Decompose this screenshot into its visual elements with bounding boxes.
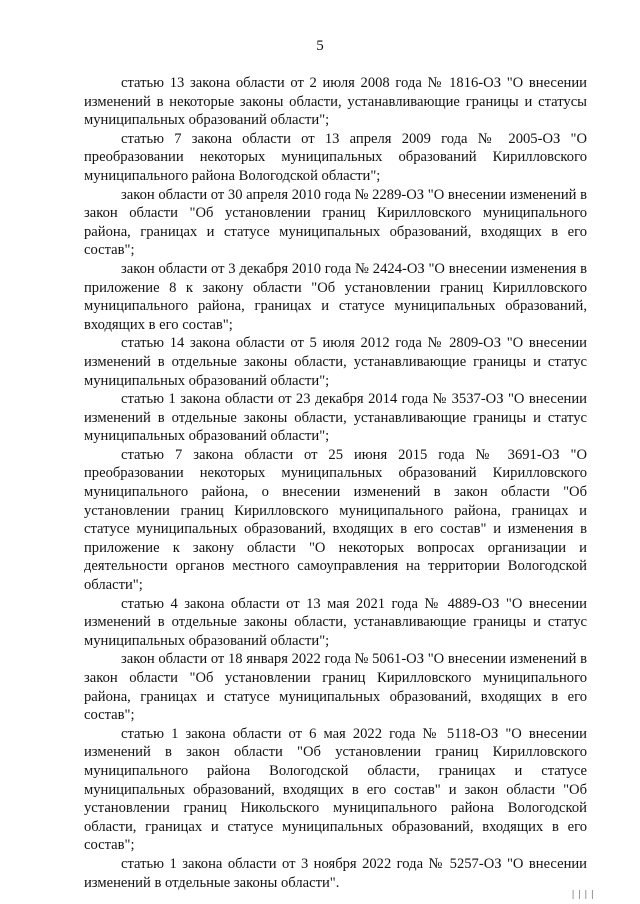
list-item-paragraph: статью 7 закона области от 13 апреля 2009 года № 2005-ОЗ "О преобразовании некоторых муниципальных образований Кирилловского муниципального района Вологодской области"; xyxy=(84,130,587,184)
list-item-paragraph: закон области от 18 января 2022 года № 5061-ОЗ "О внесении изменений в закон области "Об установлении границ Кирилловского муниципального района, границах и статусе муниципальных образований, входящих в его состав"; xyxy=(84,651,587,724)
list-item-paragraph: статью 7 закона области от 25 июня 2015 года № 3691-ОЗ "О преобразовании некоторых муниципальных образований Кирилловского муниципального района, о внесении изменений в закон области "Об установлении границ Кирилловского муниципального района, границах и статусе муниципальных образований, входящих в его состав" и изменения в приложение к закону области "О некоторых вопросах организации и деятельности органов местного самоуправления на территории Вологодской области"; xyxy=(84,446,587,594)
list-item-paragraph: статью 14 закона области от 5 июля 2012 года № 2809-ОЗ "О внесении изменений в отдельные законы области, устанавливающие границы и статус муниципальных образований области"; xyxy=(84,335,587,389)
list-item-paragraph: закон области от 30 апреля 2010 года № 2289-ОЗ "О внесении изменений в закон области "Об установлении границ Кирилловского муниципального района, границах и статусе муниципальных образований, входящих в его состав"; xyxy=(84,186,587,259)
document-body xyxy=(84,74,587,892)
list-item-paragraph: закон области от 3 декабря 2010 года № 2424-ОЗ "О внесении изменения в приложение 8 к закону области "Об установлении границ Кирилловского муниципального района, границах и статусе муниципальных образований, входящих в его состав"; xyxy=(84,260,587,333)
page-number: 5 xyxy=(316,38,324,54)
list-item-paragraph: статью 13 закона области от 2 июля 2008 года № 1816-ОЗ "О внесении изменений в некоторые законы области, устанавливающие границы и статусы муниципальных образований области"; xyxy=(84,75,587,129)
list-item-paragraph: статью 1 закона области от 3 ноября 2022 года № 5257-ОЗ "О внесении изменений в отдельные законы области". xyxy=(84,855,587,891)
footer-scan-mark: |||| xyxy=(570,890,596,900)
list-item-paragraph: статью 4 закона области от 13 мая 2021 года № 4889-ОЗ "О внесении изменений в отдельные законы области, устанавливающие границы и статус муниципальных образований области"; xyxy=(84,595,587,649)
list-item-paragraph: статью 1 закона области от 23 декабря 2014 года № 3537-ОЗ "О внесении изменений в отдельные законы области, устанавливающие границы и статус муниципальных образований области"; xyxy=(84,391,587,445)
list-item-paragraph: статью 1 закона области от 6 мая 2022 года № 5118-ОЗ "О внесении изменений в закон области "Об установлении границ Кирилловского муниципального района Вологодской области, границах и статусе муниципальных образований, входящих в его состав" и закон области "Об установлении границ Никольского муниципального района Вологодской области, границах и статусе муниципальных образований, входящих в его состав"; xyxy=(84,725,587,854)
